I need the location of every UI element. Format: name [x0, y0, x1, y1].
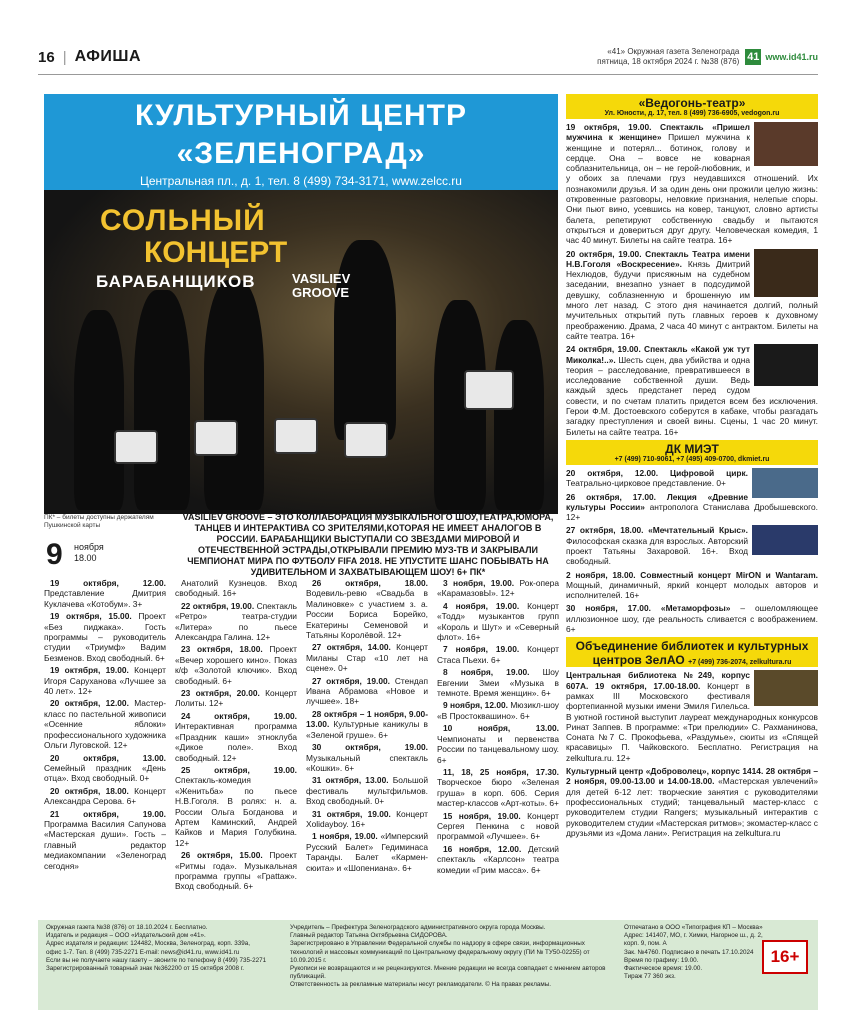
- event-text: «Мастерская увлечений» для детей 6-12 лет: творческие занятия с руководителями профессиональных студий; танцевальный мастер-класс с руководителем студии Rangers; музыкальный интерактив с руководителем студии «Мастерская ритмов»; экомастер-класс с друзьями из «Дома лани». Регистрация на zelkultura.ru: [566, 776, 818, 838]
- brand-line1: VASILIEV: [292, 271, 351, 286]
- event-entry: [175, 765, 297, 848]
- poster-line3: БАРАБАНЩИКОВ: [96, 272, 256, 291]
- page-number: 16: [38, 48, 55, 66]
- event-entry: [437, 578, 559, 599]
- event-date: 30 ноября, 17.00. «Метаморфозы»: [566, 603, 731, 614]
- sidebar-event: [566, 525, 818, 566]
- event-entry: [175, 601, 297, 643]
- event-text: Программа Василия Сапунова «Мастерская души». Гость – главный редактор медиакомпании «Зеленоград сегодня»: [44, 818, 166, 871]
- sidebar-event: [566, 603, 818, 634]
- brand-logo: [292, 272, 350, 300]
- sidebar: [566, 94, 818, 838]
- event-text: «Имперский Русский Балет» Гедиминаса Таранды. Балет «Кармен-сюита» и «Шопениана». 6+: [306, 831, 428, 873]
- event-photo: [754, 249, 818, 297]
- event-text: Мюзикл-шоу «В Простоквашино». 6+: [437, 700, 559, 721]
- event-date: 20 октября, 13.00.: [50, 752, 166, 763]
- event-date: 25 октября, 19.00.: [181, 764, 297, 775]
- event-entry: [306, 809, 428, 830]
- event-entry: [175, 578, 297, 599]
- imprint-line: Издатель и редакция – ООО «Издательский дом «41».: [46, 932, 206, 940]
- brand-line2: GROOVE: [292, 285, 350, 300]
- event-date: 23 октября, 18.00.: [181, 644, 263, 655]
- event-date: 30 октября, 19.00.: [312, 742, 428, 753]
- miet-info: +7 (499) 710-9061, +7 (495) 409-0700, dkmiet.ru: [614, 455, 770, 463]
- sidebar-event: [566, 766, 818, 838]
- event-text: Музыкальный спектакль «Кошки». 6+: [306, 752, 428, 773]
- event-text: Творческое бюро «Зеленая груша» в корп. 606. Серия мастер-классов «Арт-коты». 6+: [437, 777, 559, 809]
- libraries-header: [566, 637, 818, 667]
- drummer-silhouette: [134, 290, 190, 510]
- drum-icon: [114, 430, 158, 464]
- imprint-line: Время по графику: 19.00.: [624, 956, 699, 964]
- event-date: 27 октября, 18.00. «Мечтательный Крыс».: [566, 525, 748, 536]
- event-text: Театрально-цирковое представление. 0+: [566, 478, 726, 489]
- event-date: 31 октября, 13.00.: [312, 775, 389, 786]
- vedogon-title: «Ведогонь-театр»: [638, 96, 746, 110]
- paper-logo: 41: [747, 51, 760, 63]
- event-photo: [752, 525, 818, 555]
- event-month: ноября: [74, 542, 104, 552]
- vedogon-events: [566, 122, 818, 437]
- imprint-line: Тираж 77 360 экз.: [624, 973, 676, 981]
- event-entry: [437, 601, 559, 643]
- events-columns: [44, 578, 560, 926]
- imprint-line: Отпечатано в ООО «Типография КП – Москва»: [624, 924, 763, 931]
- imprint-line: Зарегистрированный товарный знак №362200 от 15 октября 2008 г.: [46, 965, 245, 973]
- event-text: Детский спектакль «Карлсон» театра комедии «Грим масса». 6+: [437, 843, 559, 875]
- imprint-line: Зак. №4760. Подписано в печать 17.10.2024: [624, 948, 754, 956]
- event-date: 3 ноября, 19.00.: [443, 578, 515, 588]
- event-entry: [437, 767, 559, 809]
- event-text: Рок-опера «КарамазовЫ». 12+: [437, 578, 559, 599]
- imprint-line: Ответственность за рекламные материалы несут рекламодатели. © На правах рекламы.: [290, 981, 552, 989]
- event-date: 31 октября, 19.00.: [312, 808, 391, 819]
- event-entry: [306, 676, 428, 707]
- event-date: 1 ноября, 19.00.: [312, 831, 378, 842]
- event-date: 15 ноября, 19.00.: [443, 810, 521, 821]
- event-date: 24 октября, 19.00. Спектакль «Какой уж тут Миколка!..».: [566, 344, 750, 365]
- libraries-events: [566, 670, 818, 838]
- event-entry: [437, 667, 559, 698]
- age-rating-badge: 16+: [762, 940, 808, 974]
- event-entry: [437, 700, 559, 721]
- event-entry: [306, 831, 428, 873]
- event-text: Концерт Игоря Саруханова «Лучшее за 40 лет». 12+: [44, 665, 166, 697]
- paper-name: «41» Окружная газета Зеленограда: [607, 47, 740, 56]
- imprint-footer: [38, 920, 818, 1010]
- event-text: Семейный праздник «День отца». Вход свободный. 0+: [44, 762, 166, 784]
- drummer-silhouette: [204, 280, 264, 510]
- events-column-4: [437, 578, 559, 926]
- events-column-1: [44, 578, 166, 926]
- event-entry: [437, 644, 559, 665]
- drum-icon: [344, 422, 388, 458]
- event-entry: [306, 642, 428, 673]
- paper-issue: пятница, 18 октября 2024 г. №38 (876): [597, 57, 740, 66]
- miet-events: [566, 468, 818, 634]
- event-date: 24 октября, 19.00.: [181, 710, 297, 721]
- event-entry: [306, 709, 428, 740]
- event-date: 27 октября, 19.00.: [312, 675, 390, 686]
- event-date: 20 октября, 19.00. Спектакль Театра имени Н.В.Гоголя «Воскресение».: [566, 248, 750, 269]
- event-text: Спектакль «Ретро» театра-студии «Литера» по пьесе Александра Галина. 12+: [175, 600, 297, 643]
- event-text: Концерт Сергея Пенкина с новой программой «Лучшее». 6+: [437, 810, 559, 842]
- event-date: 21 октября, 19.00.: [50, 808, 166, 819]
- drum-icon: [194, 420, 238, 456]
- event-text: Концерт в рамках III Московского фестиваля фортепианной музыки имени Эмиля Гилельса. В уютной гостиной выступит лауреат международных конкурсов Ринат Заппев. В программе: «Три прелюдии» С. Рахманинова, Соната №7 С. Прокофьева, «Раздумье», сюиты из «Спящей красавицы» П. Чайковского. Бесплатно. Регистрация на zelkultura.ru. 12+: [566, 680, 818, 763]
- drum-icon: [274, 418, 318, 454]
- drummer-silhouette: [494, 320, 544, 510]
- libraries-title-row: [566, 653, 818, 667]
- event-text: Концерт «Тодд» музыкантов групп «Король и Шут» и «Северный флот». 16+: [437, 600, 559, 643]
- event-entry: [44, 611, 166, 663]
- imprint-line: Рукописи не возвращаются и не рецензируются. Мнение редакции не всегда совпадает с мнением авторов публикаций.: [290, 965, 606, 981]
- poster-line2: КОНЦЕРТ: [144, 236, 288, 269]
- event-text: Спектакль-комедия «Женитьба» по пьесе Н.В.Гоголя. В ролях: н. а. России Ольга Богданова и Артем Каминский, Андрей Кайков и Мария Голубкина. 12+: [175, 775, 297, 848]
- event-text: Мощный, динамичный, яркий концерт молодых авторов и исполнителей. 16+: [566, 579, 818, 601]
- event-day: 9: [46, 538, 63, 571]
- event-date: 20 октября, 12.00.: [50, 698, 129, 709]
- paper-meta: [597, 47, 739, 67]
- event-photo: [754, 344, 818, 386]
- event-text: Проект «Вечер хорошего кино». Показ к/ф «Золотой ключик». Вход свободный. 6+: [175, 644, 297, 686]
- event-date: 26 октября, 17.00. Лекция «Древние культуры России»: [566, 491, 748, 512]
- drum-icon: [464, 370, 514, 410]
- event-entry: [44, 753, 166, 784]
- events-column-2: [175, 578, 297, 926]
- event-entry: [175, 711, 297, 763]
- event-text: Пришел мужчина к женщине и потерял... ботинок, голову и сердце. Она – вовсе не коварная соблазнительница, он – не герой-любовник, и у обоих за плечами груз неудавшихся отношений. Их познакомили друзья. И за один день они прожили целую жизнь: откровенные разговоры, неловкие признания, нелепые споры. Они пьют вино, усевшись на ковер, танцуют, словно артисты балета, репетируют собственную свадьбу и пытаются открыться и довериться друг другу. Человеческая комедия, 1 час 40 минут. Билеты на сайте театра. 16+: [566, 132, 818, 246]
- event-date: 11, 18, 25 ноября, 17.30.: [443, 766, 559, 777]
- imprint-line: Адрес издателя и редакции: 124482, Москва, Зеленоград, корп. 339а,: [46, 940, 250, 948]
- event-entry: [306, 578, 428, 640]
- event-entry: [44, 786, 166, 807]
- event-date: 7 ноября, 19.00.: [443, 644, 520, 655]
- miet-header: [566, 440, 818, 465]
- event-date: 19 октября, 19.00. Спектакль «Пришел мужчина к женщине»: [566, 122, 750, 143]
- drummers-photo: [44, 190, 558, 514]
- hero-description: VASILIEV GROOVE – ЭТО КОЛЛАБОРАЦИЯ МУЗЫКАЛЬНОГО ШОУ,ТЕАТРА,ЮМОРА, ТАНЦЕВ И ИНТЕРАКТИВА СО ЗРИТЕЛЯМИ,КОТОРАЯ НЕ ИМЕЕТ АНАЛОГОВ В РОССИИ. БАРАБАНЩИКИ ВЫСТУПАЛИ СО ЗВЕЗДАМИ МИРОВОЙ И ОТЕЧЕСТВЕННОЙ ЭСТРАДЫ,ОТКРЫВАЛИ ПРЕМИЮ МУЗ-ТВ И ЗАКРЫВАЛИ ЧЕМПИОНАТ МИРА ПО ФУТБОЛУ FIFA 2018. НЕ УПУСТИТЕ ШАНС ПОБЫВАТЬ НА УДИВИТЕЛЬНОМ И ЗАХВАТЫВАЮЩЕМ ШОУ! 6+ ПК*: [182, 512, 554, 577]
- vedogon-info: Ул. Юности, д. 17, тел. 8 (499) 736-6905, vedogon.ru: [604, 110, 780, 117]
- event-text: Философская сказка для взрослых. Авторский проект Татьяны Захаровой. 16+. Вход свободный.: [566, 535, 748, 567]
- event-date: 23 октября, 20.00.: [181, 688, 260, 699]
- event-entry: [44, 578, 166, 609]
- event-text: антрополога Станислава Дробышевского. 12+: [566, 501, 819, 523]
- hero-title-line2: «ЗЕЛЕНОГРАД»: [176, 137, 426, 170]
- event-date: 22 октября, 19.00.: [181, 600, 255, 611]
- event-text: Шесть сцен, два убийства и одна теория – расследование, превратившееся в исследование собственной души. Ведь каждый здесь предстанет перед судом совести, и по счетам платить придется всем без исключения. Герои Ф.М. Достоевского соберутся в кабаке, чтобы разгадать загадку преступления и своей вины. Сцены, 1 час 20 минут. Билеты на сайте театра. 16+: [566, 354, 818, 437]
- event-month-time: [74, 542, 104, 564]
- event-date: 16 ноября, 12.00.: [443, 843, 522, 854]
- sidebar-event: [566, 670, 818, 763]
- event-entry: [44, 665, 166, 696]
- imprint-line: технологий и массовых коммуникаций по Центральному федеральному округу (ПИ № ТУ50-02255) от 10.09.2015 г.: [290, 948, 590, 964]
- event-text: Большой фестиваль мультфильмов. Вход свободный. 0+: [306, 775, 428, 807]
- event-time: 18.00: [74, 553, 97, 563]
- vedogon-header: [566, 94, 818, 119]
- event-photo: [754, 670, 818, 706]
- site-link[interactable]: www.id41.ru: [765, 52, 818, 62]
- event-photo: [754, 122, 818, 166]
- event-entry: [175, 688, 297, 709]
- sidebar-event: [566, 122, 818, 246]
- event-entry: [44, 809, 166, 871]
- miet-title: ДК МИЭТ: [665, 441, 719, 456]
- event-date: 9 ноября, 12.00.: [443, 700, 508, 711]
- sidebar-event: [566, 570, 818, 601]
- imprint-line: Зарегистрировано в Управлении Федеральной службы по надзору в сфере связи, информационных: [290, 940, 585, 948]
- header-divider: [38, 74, 818, 75]
- event-text: Стендап Ивана Абрамова «Новое и лучшее». 18+: [306, 675, 428, 707]
- event-text: Интерактивная программа «Праздник каши» этноклуба «Дикое поле». Вход свободный. 12+: [175, 721, 297, 763]
- pushkin-card-note: ПК* – билеты доступны держателям Пушкинской карты: [44, 514, 154, 529]
- hero-address: Центральная пл., д. 1, тел. 8 (499) 734-3171, www.zelcc.ru: [140, 174, 462, 188]
- hero-banner: [44, 94, 558, 514]
- event-text: Шоу Евгении Змеи «Музыка в темноте. Время женщин». 6+: [437, 667, 559, 699]
- event-date: 10 ноября, 13.00.: [443, 723, 559, 734]
- hero-header: [44, 94, 558, 190]
- event-text: Концерт Лолиты. 12+: [175, 688, 297, 709]
- event-text: Концерт Миланы Стар «10 лет на сцене». 0+: [306, 642, 428, 674]
- libraries-title-line1: Объединение библиотек и культурных: [575, 639, 809, 654]
- poster-line1: СОЛЬНЫЙ: [100, 204, 266, 237]
- event-date: 20 октября, 12.00. Цифровой цирк.: [566, 467, 748, 478]
- section-title: АФИША: [74, 48, 142, 65]
- imprint-founder: [290, 924, 620, 990]
- event-text: Концерт Xolidayboy. 16+: [306, 808, 428, 829]
- page-header: [38, 40, 818, 74]
- event-entry: [437, 723, 559, 765]
- event-text: Представление Дмитрия Куклачева «Котобум». 3+: [44, 588, 166, 609]
- drummer-silhouette: [74, 310, 124, 510]
- event-date: 19 октября, 15.00.: [50, 611, 132, 622]
- event-date: 28 октября – 1 ноября, 9.00-13.00.: [306, 708, 428, 730]
- event-date: 8 ноября, 19.00.: [443, 667, 530, 678]
- event-date: 4 ноября, 19.00.: [443, 600, 520, 611]
- event-text: Культурные каникулы в «Зеленой груше». 6+: [306, 719, 428, 740]
- event-entry: [44, 698, 166, 750]
- header-separator: |: [62, 48, 67, 66]
- libraries-info: +7 (499) 736-2074, zelkultura.ru: [688, 659, 792, 667]
- event-date: 26 октября, 15.00.: [181, 850, 263, 861]
- event-date: 19 октября, 19.00.: [50, 665, 129, 676]
- event-entry: [175, 644, 297, 686]
- event-entry: [306, 775, 428, 806]
- events-column-3: [306, 578, 428, 926]
- event-entry: [306, 742, 428, 773]
- event-date: 2 ноября, 18.00. Совместный концерт MirON и Wantaram.: [566, 569, 818, 580]
- event-text: – ошеломляющее иллюзионное шоу, где реальность сливается с воображением. 6+: [566, 603, 818, 635]
- event-entry: [437, 844, 559, 875]
- imprint-line: Главный редактор Татьяна Октябрьевна СИДОРОВА.: [290, 932, 448, 940]
- event-entry: [175, 850, 297, 892]
- event-date: 26 октября, 18.00.: [312, 578, 428, 588]
- event-date: 20 октября, 18.00.: [50, 785, 129, 796]
- event-text: Мастер-класс по пастельной живописи «Осенние яблоки» профессионального художника Ольги Луговской. 12+: [44, 698, 166, 751]
- event-text: Проект «Без пиджака». Гость программы – руководитель студии «Триумф» Вадим Безменов. Вход свободный. 6+: [44, 611, 166, 663]
- imprint-line: офис 1-7. Тел. 8 (499) 735-2271 E-mail: news@id41.ru, www.id41.ru: [46, 948, 240, 956]
- event-text: Концерт Стаса Пьехи. 6+: [437, 644, 559, 665]
- imprint-line: Окружная газета №38 (876) от 18.10.2024 г. Бесплатно.: [46, 924, 208, 931]
- event-date: 27 октября, 14.00.: [312, 642, 391, 653]
- sidebar-event: [566, 344, 818, 437]
- sidebar-event: [566, 468, 818, 489]
- event-text: Водевиль-ревю «Свадьба в Малиновке» с участием з. а. России Бориса Борейко, Екатерины Семеновой и Татьяны Королёвой. 12+: [306, 588, 428, 641]
- event-date: 19 октября, 12.00.: [50, 578, 166, 588]
- event-date: Центральная библиотека №249, корпус 607А. 19 октября, 17.00-18.00.: [566, 670, 750, 691]
- imprint-publisher: [46, 924, 286, 973]
- imprint-line: Фактическое время: 19.00.: [624, 965, 703, 973]
- sidebar-event: [566, 492, 818, 523]
- libraries-title-line2: центров ЗелАО: [592, 653, 685, 668]
- event-text: Чемпионаты и первенства России по танцевальному шоу. 6+: [437, 733, 559, 765]
- jumping-drummer-silhouette: [334, 240, 396, 440]
- event-text: Проект «Ритмы года». Музыкальная программа группы «Грattаж». Вход свободный. 6+: [175, 850, 297, 892]
- imprint-printing: [624, 924, 764, 981]
- event-text: Концерт Александра Серова. 6+: [44, 785, 166, 807]
- imprint-line: Адрес: 141407, МО, г. Химки, Нагорное ш., д. 2, корп. 9, пом. А: [624, 932, 763, 948]
- hero-title-line1: КУЛЬТУРНЫЙ ЦЕНТР: [134, 99, 467, 132]
- event-date: Культурный центр «Доброволец», корпус 1414. 28 октября – 2 ноября, 09.00-13.00 и 14.00-18.00.: [566, 766, 818, 787]
- imprint-line: Учредитель – Префектура Зеленоградского административного округа города Москвы.: [290, 924, 546, 931]
- event-text: Анатолий Кузнецов. Вход свободный. 16+: [175, 578, 297, 599]
- sidebar-event: [566, 249, 818, 342]
- event-entry: [437, 811, 559, 842]
- imprint-line: Если вы не получаете нашу газету – звоните по телефону 8 (499) 735-2271: [46, 956, 267, 964]
- event-text: Князь Дмитрий Нехлюдов, будучи присяжным на судебном заседании, внезапно узнает в подсудимой девушку, соблазненную и брошенную им много лет назад. С этого дня начинается долгий, полный мучительных открытий путь главных героев к духовному преображению. Драма, 2 часа 40 минут с антрактом. Билеты на сайте театра. 16+: [566, 258, 818, 341]
